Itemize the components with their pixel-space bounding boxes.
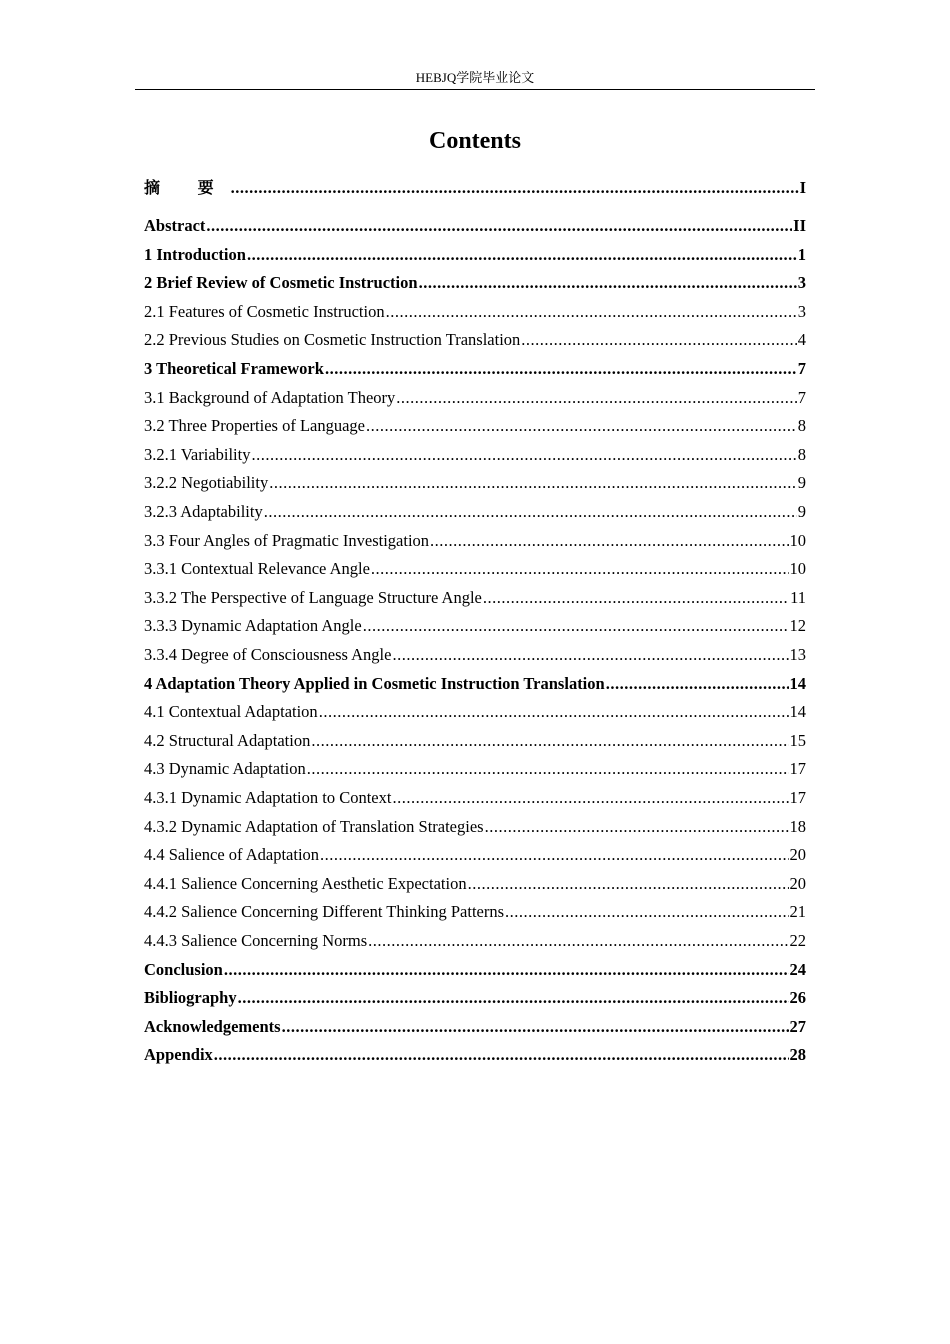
toc-entry-label: 2.2 Previous Studies on Cosmetic Instruction Translation: [144, 330, 521, 350]
page-header: [135, 68, 815, 90]
toc-entry-page-number: I: [799, 178, 806, 197]
toc-entry-label: 3.3.4 Degree of Consciousness Angle: [144, 645, 392, 664]
toc-entry[interactable]: [144, 872, 806, 896]
toc-dot-leader: [505, 900, 788, 924]
toc-entry[interactable]: [144, 729, 806, 753]
toc-entry-label: 3.2 Three Properties of Language: [144, 416, 365, 436]
toc-entry[interactable]: [144, 614, 806, 638]
toc-dot-leader: [269, 471, 797, 495]
toc-entry[interactable]: [144, 500, 806, 524]
toc-dot-leader: [311, 729, 788, 753]
toc-entry-label: 3.2.3 Adaptability: [144, 502, 263, 521]
toc-entry-page-number: 14: [789, 702, 806, 722]
toc-entry-label: 3.1 Background of Adaptation Theory: [144, 387, 396, 407]
toc-entry[interactable]: [144, 243, 806, 267]
toc-dot-leader: [325, 357, 797, 381]
toc-dot-leader: [606, 672, 789, 696]
toc-dot-leader: [224, 958, 789, 982]
toc-dot-leader: [214, 1043, 789, 1067]
toc-entry-page-number: 18: [789, 816, 806, 836]
toc-entry[interactable]: [144, 471, 806, 495]
toc-entry-page-number: 4: [797, 330, 806, 350]
toc-dot-leader: [368, 929, 788, 953]
toc-entry-page-number: 12: [789, 616, 806, 636]
toc-dot-leader: [392, 786, 788, 810]
toc-entry-label: 1 Introduction: [144, 244, 246, 264]
toc-entry[interactable]: [144, 214, 806, 238]
toc-entry-page-number: 7: [797, 387, 806, 407]
toc-dot-leader: [483, 586, 789, 610]
toc-entry[interactable]: [144, 328, 806, 352]
toc-dot-leader: [238, 986, 789, 1010]
toc-entry-page-number: 17: [789, 788, 806, 807]
toc-dot-leader: [371, 557, 789, 581]
toc-entry-label: 3.2.1 Variability: [144, 444, 251, 464]
toc-entry[interactable]: [144, 843, 806, 867]
toc-dot-leader: [251, 443, 796, 467]
toc-entry[interactable]: [144, 929, 806, 953]
toc-entry[interactable]: [144, 700, 806, 724]
toc-entry-page-number: 22: [789, 931, 806, 950]
toc-entry[interactable]: [144, 672, 806, 696]
toc-dot-leader: [419, 271, 797, 295]
toc-entry-label: 2 Brief Review of Cosmetic Instruction: [144, 273, 418, 293]
toc-entry-page-number: 24: [789, 959, 806, 979]
toc-entry[interactable]: [144, 557, 806, 581]
toc-dot-leader: [247, 243, 797, 267]
toc-entry-label: 4.3.2 Dynamic Adaptation of Translation Strategies: [144, 816, 484, 836]
toc-dot-leader: [206, 214, 792, 238]
toc-entry-label: 3.3.2 The Perspective of Language Structure Angle: [144, 587, 482, 607]
page-title: Contents: [428, 128, 521, 154]
toc-dot-leader: [366, 414, 797, 438]
toc-entry[interactable]: [144, 1015, 806, 1039]
toc-entry[interactable]: [144, 357, 806, 381]
toc-entry-page-number: 21: [789, 902, 806, 922]
toc-dot-leader: [319, 700, 789, 724]
toc-entry-page-number: 14: [789, 673, 806, 693]
toc-entry[interactable]: [144, 757, 806, 781]
toc-entry[interactable]: [144, 900, 806, 924]
toc-dot-leader: [396, 386, 796, 410]
toc-entry-page-number: 9: [797, 502, 806, 521]
toc-dot-leader: [521, 328, 796, 352]
toc-entry-label: Bibliography: [144, 988, 237, 1008]
toc-dot-leader: [430, 529, 788, 553]
toc-entry-page-number: 20: [789, 873, 806, 893]
toc-entry-label: 4.4 Salience of Adaptation: [144, 845, 320, 865]
toc-entry[interactable]: [144, 1043, 806, 1067]
toc-entry-label: 4.3.1 Dynamic Adaptation to Context: [144, 788, 392, 807]
toc-entry-label: 3.2.2 Negotiability: [144, 473, 269, 493]
toc-entry-page-number: 7: [797, 359, 806, 378]
toc-dot-leader: [485, 815, 789, 839]
toc-entry-label: 3.3 Four Angles of Pragmatic Investigation: [144, 530, 430, 550]
toc-dot-leader: [264, 500, 797, 524]
toc-dot-leader: [386, 300, 797, 324]
toc-entry-page-number: II: [793, 216, 806, 235]
toc-entry-page-number: 11: [790, 587, 806, 607]
toc-entry-page-number: 17: [789, 759, 806, 779]
toc-entry[interactable]: [144, 958, 806, 982]
toc-entry-page-number: 10: [789, 559, 806, 579]
toc-entry[interactable]: [144, 986, 806, 1010]
toc-entry[interactable]: [144, 529, 806, 553]
toc-entry-label: 4.3 Dynamic Adaptation: [144, 759, 306, 779]
toc-entry[interactable]: [144, 414, 806, 438]
toc-entry-page-number: 3: [797, 301, 806, 321]
toc-entry-page-number: 9: [797, 473, 806, 493]
toc-dot-leader: [231, 176, 799, 200]
toc-entry-label: 4 Adaptation Theory Applied in Cosmetic Instruction Translation: [144, 673, 605, 693]
toc-dot-leader: [392, 643, 788, 667]
toc-entry-label: 3.3.3 Dynamic Adaptation Angle: [144, 616, 362, 636]
toc-entry[interactable]: [144, 386, 806, 410]
toc-entry-page-number: 8: [797, 416, 806, 436]
toc-entry-page-number: 3: [797, 273, 806, 293]
toc-entry-page-number: 10: [789, 530, 806, 550]
toc-entry-label: Appendix: [144, 1045, 213, 1065]
toc-dot-leader: [363, 614, 789, 638]
toc-entry-page-number: 20: [789, 845, 806, 865]
toc-entry[interactable]: [144, 815, 806, 839]
toc-entry-page-number: 1: [797, 244, 806, 264]
toc-entry-page-number: 28: [789, 1045, 806, 1065]
toc-entry-label: Acknowledgements: [144, 1016, 281, 1036]
toc-entry[interactable]: [144, 786, 806, 810]
toc-entry-page-number: 13: [789, 645, 806, 664]
toc-entry-page-number: 8: [797, 444, 806, 464]
toc-entry[interactable]: [144, 300, 806, 324]
toc-entry-page-number: 26: [789, 988, 806, 1008]
toc-dot-leader: [468, 872, 789, 896]
toc-entry-label: 4.4.3 Salience Concerning Norms: [144, 931, 368, 950]
toc-entry-page-number: 27: [789, 1016, 806, 1036]
toc-dot-leader: [282, 1015, 789, 1039]
toc-entry-label: 4.4.2 Salience Concerning Different Thinking Patterns: [144, 902, 505, 922]
toc-entry-label: 4.4.1 Salience Concerning Aesthetic Expectation: [144, 873, 467, 893]
toc-dot-leader: [320, 843, 788, 867]
toc-entry[interactable]: [144, 443, 806, 467]
toc-entry-label: Conclusion: [144, 959, 223, 979]
header-text: HEBJQ学院毕业论文: [415, 70, 535, 85]
toc-entry[interactable]: [144, 643, 806, 667]
toc-entry-label: 4.2 Structural Adaptation: [144, 730, 311, 750]
toc-entry-label: 3.3.1 Contextual Relevance Angle: [144, 559, 370, 579]
toc-entry[interactable]: [144, 271, 806, 295]
toc-entry-label: 2.1 Features of Cosmetic Instruction: [144, 301, 385, 321]
toc-entry-label: 4.1 Contextual Adaptation: [144, 702, 318, 722]
toc-entry[interactable]: [144, 176, 806, 200]
toc-entry[interactable]: [144, 586, 806, 610]
toc-entry-label: 摘 要: [144, 178, 230, 197]
toc-dot-leader: [307, 757, 789, 781]
toc-entry-label: 3 Theoretical Framework: [144, 359, 324, 378]
toc-entry-label: Abstract: [144, 216, 206, 235]
toc-entry-page-number: 15: [789, 730, 806, 750]
